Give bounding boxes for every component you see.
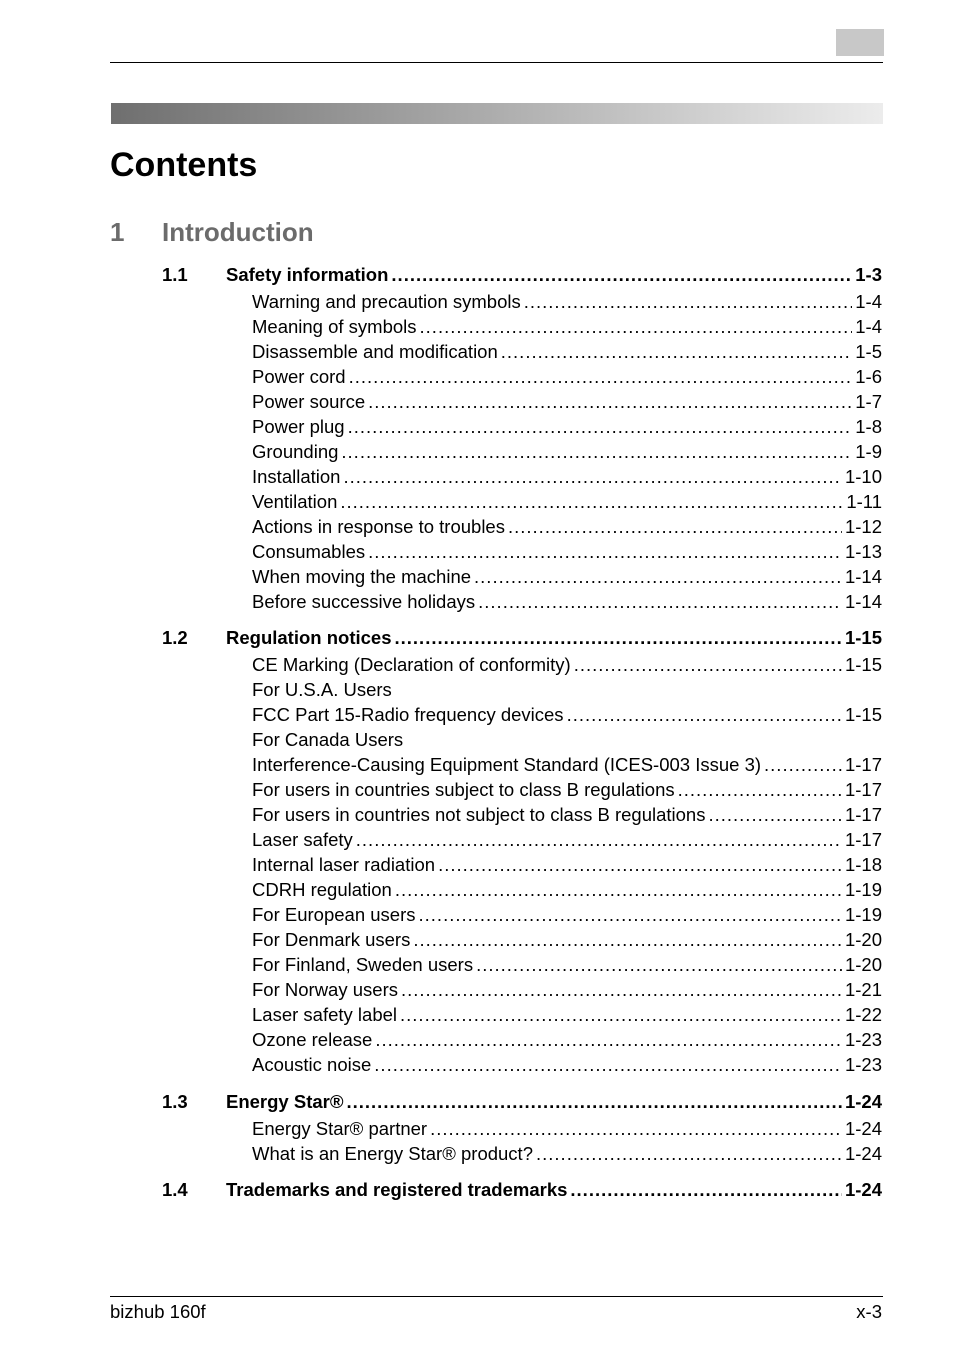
subsection-page: 1-17 bbox=[844, 829, 882, 850]
toc-subsection-row[interactable] bbox=[0, 389, 954, 414]
subsection-title: For Finland, Sweden users bbox=[252, 954, 474, 975]
subsection-title: For Canada Users bbox=[252, 729, 404, 750]
subsection-page: 1-5 bbox=[855, 341, 882, 362]
leader-dots bbox=[348, 414, 853, 439]
subsection-page: 1-24 bbox=[844, 1143, 882, 1164]
section-title: Trademarks and registered trademarks bbox=[226, 1179, 568, 1200]
subsection-title: Energy Star® partner bbox=[252, 1118, 428, 1139]
subsection-page: 1-19 bbox=[844, 879, 882, 900]
subsection-title: Disassemble and modification bbox=[252, 341, 498, 362]
subsection-entry bbox=[252, 677, 882, 702]
leader-dots bbox=[501, 339, 852, 364]
toc-subsection-row[interactable] bbox=[0, 702, 954, 727]
toc-subsection-row[interactable] bbox=[0, 902, 954, 927]
subsection-page: 1-14 bbox=[844, 566, 882, 587]
subsection-page: 1-4 bbox=[855, 316, 882, 337]
subsection-page: 1-15 bbox=[844, 654, 882, 675]
toc-subsection-row[interactable] bbox=[0, 564, 954, 589]
toc-subsection-row[interactable] bbox=[0, 489, 954, 514]
leader-dots bbox=[567, 702, 842, 727]
subsection-title: For U.S.A. Users bbox=[252, 679, 392, 700]
subsection-title: Ventilation bbox=[252, 491, 338, 512]
subsection-page: 1-9 bbox=[855, 441, 882, 462]
section-title: Energy Star® bbox=[226, 1091, 344, 1112]
subsection-entry bbox=[252, 927, 882, 952]
subsection-title: Interference-Causing Equipment Standard (ICES-003 Issue 3) bbox=[252, 754, 762, 775]
section-title: Safety information bbox=[226, 264, 389, 285]
subsection-entry bbox=[252, 802, 882, 827]
subsection-page: 1-10 bbox=[844, 466, 882, 487]
leader-dots bbox=[356, 827, 842, 852]
leader-dots bbox=[401, 977, 842, 1002]
subsection-entry bbox=[252, 589, 882, 614]
leader-dots bbox=[341, 439, 852, 464]
toc-subsection-row[interactable] bbox=[0, 339, 954, 364]
subsection-page: 1-7 bbox=[855, 391, 882, 412]
toc-subsection-row[interactable] bbox=[0, 752, 954, 777]
toc-section-row[interactable] bbox=[0, 262, 954, 287]
subsection-page: 1-21 bbox=[844, 979, 882, 1000]
toc-section-row[interactable] bbox=[0, 1177, 954, 1202]
subsection-title: Warning and precaution symbols bbox=[252, 291, 521, 312]
subsection-page: 1-20 bbox=[844, 954, 882, 975]
toc-subsection-row[interactable] bbox=[0, 364, 954, 389]
section-page: 1-24 bbox=[844, 1179, 882, 1200]
subsection-title: Laser safety bbox=[252, 829, 353, 850]
toc-subsection-row[interactable] bbox=[0, 514, 954, 539]
toc-subsection-row[interactable] bbox=[0, 1116, 954, 1141]
section-title: Regulation notices bbox=[226, 627, 392, 648]
leader-dots bbox=[708, 802, 842, 827]
subsection-page: 1-8 bbox=[855, 416, 882, 437]
footer-rule bbox=[110, 1296, 883, 1297]
toc-subsection-row[interactable] bbox=[0, 1052, 954, 1077]
chapter-number: 1 bbox=[110, 217, 125, 247]
subsection-entry bbox=[252, 439, 882, 464]
leader-dots bbox=[368, 539, 842, 564]
section-entry bbox=[226, 262, 882, 287]
page-title: Contents bbox=[110, 146, 258, 184]
subsection-title: Laser safety label bbox=[252, 1004, 398, 1025]
section-entry bbox=[226, 625, 882, 650]
subsection-title: Meaning of symbols bbox=[252, 316, 417, 337]
subsection-title: Power cord bbox=[252, 366, 346, 387]
subsection-title: CE Marking (Declaration of conformity) bbox=[252, 654, 571, 675]
subsection-page: 1-17 bbox=[844, 804, 882, 825]
subsection-page: 1-19 bbox=[844, 904, 882, 925]
section-page: 1-24 bbox=[844, 1091, 882, 1112]
subsection-entry bbox=[252, 314, 882, 339]
subsection-title: Internal laser radiation bbox=[252, 854, 436, 875]
subsection-title: For Denmark users bbox=[252, 929, 411, 950]
subsection-page: 1-23 bbox=[844, 1029, 882, 1050]
subsection-entry bbox=[252, 977, 882, 1002]
section-entry bbox=[226, 1089, 882, 1114]
section-number: 1.1 bbox=[162, 264, 188, 285]
leader-dots bbox=[570, 1177, 842, 1202]
subsection-entry bbox=[252, 652, 882, 677]
footer-page-number: x-3 bbox=[856, 1301, 882, 1322]
leader-dots bbox=[420, 314, 853, 339]
toc-subsection-row[interactable] bbox=[0, 877, 954, 902]
subsection-entry bbox=[252, 1002, 882, 1027]
leader-dots bbox=[395, 877, 842, 902]
subsection-entry bbox=[252, 827, 882, 852]
section-number: 1.2 bbox=[162, 627, 188, 648]
subsection-page: 1-17 bbox=[844, 754, 882, 775]
subsection-page: 1-4 bbox=[855, 291, 882, 312]
subsection-page: 1-12 bbox=[844, 516, 882, 537]
toc-subsection-row[interactable] bbox=[0, 777, 954, 802]
toc-subsection-row[interactable] bbox=[0, 677, 954, 702]
leader-dots bbox=[438, 852, 842, 877]
subsection-title: For users in countries subject to class B regulations bbox=[252, 779, 675, 800]
toc-section-row[interactable] bbox=[0, 1089, 954, 1114]
subsection-entry bbox=[252, 1116, 882, 1141]
leader-dots bbox=[400, 1002, 842, 1027]
leader-dots bbox=[430, 1116, 842, 1141]
subsection-title: When moving the machine bbox=[252, 566, 472, 587]
subsection-title: Acoustic noise bbox=[252, 1054, 372, 1075]
leader-dots bbox=[368, 389, 852, 414]
leader-dots bbox=[678, 777, 842, 802]
subsection-title: For Norway users bbox=[252, 979, 398, 1000]
subsection-entry bbox=[252, 1141, 882, 1166]
leader-dots bbox=[395, 625, 842, 650]
subsection-page: 1-6 bbox=[855, 366, 882, 387]
subsection-entry bbox=[252, 489, 882, 514]
leader-dots bbox=[764, 752, 842, 777]
subsection-entry bbox=[252, 1052, 882, 1077]
section-number: 1.4 bbox=[162, 1179, 188, 1200]
chapter-title: Introduction bbox=[162, 217, 314, 247]
subsection-title: Installation bbox=[252, 466, 341, 487]
subsection-title: Ozone release bbox=[252, 1029, 373, 1050]
subsection-title: For European users bbox=[252, 904, 416, 925]
subsection-entry bbox=[252, 952, 882, 977]
subsection-page: 1-18 bbox=[844, 854, 882, 875]
subsection-entry bbox=[252, 564, 882, 589]
subsection-title: Power plug bbox=[252, 416, 345, 437]
subsection-title: Grounding bbox=[252, 441, 339, 462]
subsection-title: CDRH regulation bbox=[252, 879, 392, 900]
subsection-entry bbox=[252, 877, 882, 902]
leader-dots bbox=[478, 589, 842, 614]
subsection-entry bbox=[252, 364, 882, 389]
subsection-entry bbox=[252, 702, 882, 727]
subsection-entry bbox=[252, 514, 882, 539]
leader-dots bbox=[476, 952, 842, 977]
subsection-title: Power source bbox=[252, 391, 366, 412]
toc-subsection-row[interactable] bbox=[0, 977, 954, 1002]
subsection-page: 1-14 bbox=[844, 591, 882, 612]
toc-subsection-row[interactable] bbox=[0, 589, 954, 614]
subsection-title: What is an Energy Star® product? bbox=[252, 1143, 533, 1164]
section-page: 1-15 bbox=[844, 627, 882, 648]
leader-dots bbox=[574, 652, 842, 677]
section-entry bbox=[226, 1177, 882, 1202]
toc-subsection-row[interactable] bbox=[0, 802, 954, 827]
leader-dots bbox=[391, 262, 852, 287]
subsection-title: For users in countries not subject to class B regulations bbox=[252, 804, 706, 825]
subsection-entry bbox=[252, 339, 882, 364]
leader-dots bbox=[340, 489, 843, 514]
leader-dots bbox=[343, 464, 842, 489]
leader-dots bbox=[474, 564, 842, 589]
subsection-page: 1-23 bbox=[844, 1054, 882, 1075]
subsection-page: 1-17 bbox=[844, 779, 882, 800]
leader-dots bbox=[413, 927, 842, 952]
subsection-entry bbox=[252, 902, 882, 927]
subsection-entry bbox=[252, 464, 882, 489]
subsection-entry bbox=[252, 414, 882, 439]
toc-subsection-row[interactable] bbox=[0, 652, 954, 677]
subsection-entry bbox=[252, 752, 882, 777]
subsection-page: 1-15 bbox=[844, 704, 882, 725]
subsection-entry bbox=[252, 389, 882, 414]
subsection-entry bbox=[252, 852, 882, 877]
toc-subsection-row[interactable] bbox=[0, 539, 954, 564]
leader-dots bbox=[346, 1089, 841, 1114]
subsection-entry bbox=[252, 777, 882, 802]
leader-dots bbox=[536, 1141, 842, 1166]
leader-dots bbox=[508, 514, 842, 539]
toc-subsection-row[interactable] bbox=[0, 439, 954, 464]
subsection-entry bbox=[252, 1027, 882, 1052]
subsection-page: 1-22 bbox=[844, 1004, 882, 1025]
toc-subsection-row[interactable] bbox=[0, 289, 954, 314]
subsection-entry bbox=[252, 539, 882, 564]
leader-dots bbox=[349, 364, 853, 389]
toc-subsection-row[interactable] bbox=[0, 1141, 954, 1166]
section-number: 1.3 bbox=[162, 1091, 188, 1112]
footer-product: bizhub 160f bbox=[110, 1301, 206, 1322]
leader-dots bbox=[419, 902, 842, 927]
leader-dots bbox=[374, 1052, 842, 1077]
toc-subsection-row[interactable] bbox=[0, 852, 954, 877]
toc-subsection-row[interactable] bbox=[0, 952, 954, 977]
subsection-page: 1-13 bbox=[844, 541, 882, 562]
subsection-page: 1-11 bbox=[846, 491, 882, 512]
leader-dots bbox=[524, 289, 853, 314]
toc-subsection-row[interactable] bbox=[0, 927, 954, 952]
toc-subsection-row[interactable] bbox=[0, 827, 954, 852]
subsection-entry bbox=[252, 289, 882, 314]
leader-dots bbox=[375, 1027, 842, 1052]
subsection-title: FCC Part 15-Radio frequency devices bbox=[252, 704, 564, 725]
toc-subsection-row[interactable] bbox=[0, 1027, 954, 1052]
subsection-title: Consumables bbox=[252, 541, 366, 562]
subsection-page: 1-24 bbox=[844, 1118, 882, 1139]
section-page: 1-3 bbox=[855, 264, 882, 285]
toc-subsection-row[interactable] bbox=[0, 1002, 954, 1027]
subsection-entry bbox=[252, 727, 882, 752]
subsection-page: 1-20 bbox=[844, 929, 882, 950]
subsection-title: Before successive holidays bbox=[252, 591, 476, 612]
subsection-title: Actions in response to troubles bbox=[252, 516, 505, 537]
toc-subsection-row[interactable] bbox=[0, 314, 954, 339]
toc-subsection-row[interactable] bbox=[0, 727, 954, 752]
toc-subsection-row[interactable] bbox=[0, 414, 954, 439]
toc-section-row[interactable] bbox=[0, 625, 954, 650]
toc-subsection-row[interactable] bbox=[0, 464, 954, 489]
